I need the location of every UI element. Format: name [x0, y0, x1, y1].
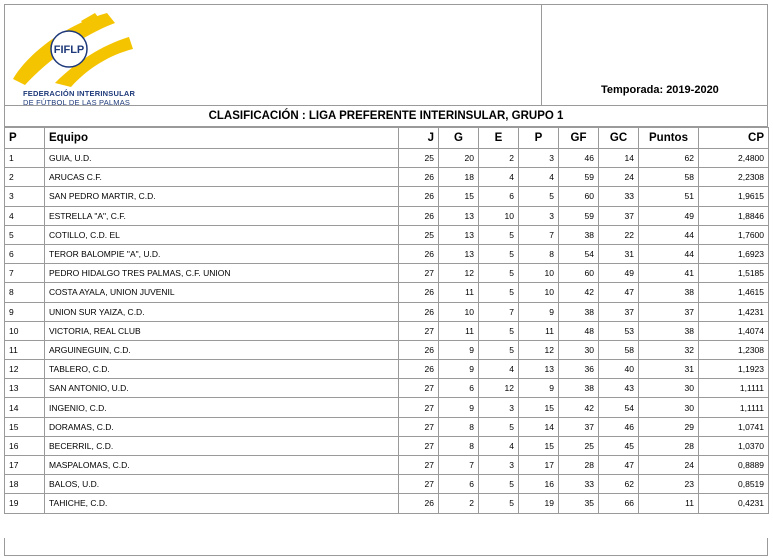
cell-lost: 15 [519, 398, 559, 417]
cell-position: 14 [5, 398, 45, 417]
cell-goals-against: 66 [599, 494, 639, 513]
cell-lost: 13 [519, 360, 559, 379]
cell-goals-against: 53 [599, 321, 639, 340]
cell-team: INGENIO, C.D. [45, 398, 399, 417]
cell-drawn: 4 [479, 436, 519, 455]
table-row [5, 360, 769, 379]
column-header-team: Equipo [45, 128, 399, 149]
cell-lost: 9 [519, 379, 559, 398]
cell-won: 7 [439, 456, 479, 475]
cell-coefficient: 2,4800 [699, 149, 769, 168]
cell-team: ARUCAS C.F. [45, 168, 399, 187]
column-header-played: J [399, 128, 439, 149]
cell-goals-for: 36 [559, 360, 599, 379]
cell-position: 16 [5, 436, 45, 455]
logo-monogram: FIFLP [53, 44, 85, 56]
cell-coefficient: 0,4231 [699, 494, 769, 513]
cell-coefficient: 1,4615 [699, 283, 769, 302]
cell-position: 4 [5, 206, 45, 225]
cell-points: 37 [639, 302, 699, 321]
cell-points: 49 [639, 206, 699, 225]
logo-line-2: DE FÚTBOL DE LAS PALMAS [23, 98, 131, 107]
cell-drawn: 5 [479, 225, 519, 244]
cell-goals-against: 14 [599, 149, 639, 168]
cell-goals-for: 54 [559, 244, 599, 263]
cell-lost: 11 [519, 321, 559, 340]
cell-points: 30 [639, 398, 699, 417]
table-row [5, 321, 769, 340]
cell-lost: 7 [519, 225, 559, 244]
column-header-position: P [5, 128, 45, 149]
table-row [5, 379, 769, 398]
logo-emblem-icon [11, 9, 141, 89]
cell-played: 25 [399, 225, 439, 244]
cell-team: BALOS, U.D. [45, 475, 399, 494]
cell-lost: 19 [519, 494, 559, 513]
cell-goals-for: 33 [559, 475, 599, 494]
standings-table [4, 127, 769, 514]
cell-team: VICTORIA, REAL CLUB [45, 321, 399, 340]
cell-goals-for: 38 [559, 379, 599, 398]
logo-line-1: FEDERACIÓN INTERINSULAR [23, 89, 136, 98]
cell-drawn: 2 [479, 149, 519, 168]
cell-points: 29 [639, 417, 699, 436]
cell-goals-against: 58 [599, 340, 639, 359]
cell-team: DORAMAS, C.D. [45, 417, 399, 436]
cell-lost: 14 [519, 417, 559, 436]
column-header-won: G [439, 128, 479, 149]
cell-played: 26 [399, 283, 439, 302]
cell-position: 7 [5, 264, 45, 283]
federation-logo [11, 9, 141, 105]
cell-coefficient: 1,6923 [699, 244, 769, 263]
cell-drawn: 4 [479, 360, 519, 379]
cell-points: 38 [639, 283, 699, 302]
cell-goals-for: 42 [559, 283, 599, 302]
cell-goals-for: 60 [559, 187, 599, 206]
cell-played: 27 [399, 417, 439, 436]
cell-position: 13 [5, 379, 45, 398]
cell-played: 27 [399, 475, 439, 494]
cell-points: 44 [639, 244, 699, 263]
column-header-drawn: E [479, 128, 519, 149]
cell-points: 30 [639, 379, 699, 398]
cell-coefficient: 1,4074 [699, 321, 769, 340]
cell-coefficient: 1,1111 [699, 398, 769, 417]
cell-lost: 8 [519, 244, 559, 263]
column-header-goals-for: GF [559, 128, 599, 149]
cell-position: 9 [5, 302, 45, 321]
cell-coefficient: 1,9615 [699, 187, 769, 206]
cell-played: 26 [399, 360, 439, 379]
cell-goals-against: 33 [599, 187, 639, 206]
cell-position: 10 [5, 321, 45, 340]
table-row [5, 436, 769, 455]
cell-points: 31 [639, 360, 699, 379]
column-header-coefficient: CP [699, 128, 769, 149]
cell-goals-for: 60 [559, 264, 599, 283]
cell-points: 51 [639, 187, 699, 206]
cell-won: 13 [439, 244, 479, 263]
cell-coefficient: 1,4231 [699, 302, 769, 321]
cell-won: 9 [439, 340, 479, 359]
cell-position: 18 [5, 475, 45, 494]
cell-drawn: 7 [479, 302, 519, 321]
table-row [5, 168, 769, 187]
cell-won: 11 [439, 283, 479, 302]
cell-goals-against: 47 [599, 283, 639, 302]
table-row [5, 225, 769, 244]
table-row [5, 302, 769, 321]
cell-lost: 9 [519, 302, 559, 321]
cell-coefficient: 1,0370 [699, 436, 769, 455]
cell-won: 8 [439, 417, 479, 436]
cell-goals-against: 22 [599, 225, 639, 244]
cell-lost: 3 [519, 206, 559, 225]
cell-team: TAHICHE, C.D. [45, 494, 399, 513]
cell-won: 2 [439, 494, 479, 513]
cell-points: 41 [639, 264, 699, 283]
column-header-points: Puntos [639, 128, 699, 149]
cell-points: 23 [639, 475, 699, 494]
cell-coefficient: 1,1111 [699, 379, 769, 398]
column-header-goals-against: GC [599, 128, 639, 149]
cell-won: 10 [439, 302, 479, 321]
cell-drawn: 5 [479, 264, 519, 283]
cell-position: 6 [5, 244, 45, 263]
table-row [5, 417, 769, 436]
cell-position: 8 [5, 283, 45, 302]
cell-points: 24 [639, 456, 699, 475]
table-row [5, 475, 769, 494]
table-row [5, 283, 769, 302]
cell-goals-for: 48 [559, 321, 599, 340]
cell-goals-for: 42 [559, 398, 599, 417]
cell-drawn: 12 [479, 379, 519, 398]
cell-goals-against: 62 [599, 475, 639, 494]
cell-drawn: 4 [479, 168, 519, 187]
cell-lost: 3 [519, 149, 559, 168]
cell-lost: 10 [519, 283, 559, 302]
cell-goals-against: 37 [599, 206, 639, 225]
cell-played: 26 [399, 244, 439, 263]
table-row [5, 244, 769, 263]
cell-team: MASPALOMAS, C.D. [45, 456, 399, 475]
cell-drawn: 3 [479, 456, 519, 475]
cell-goals-for: 46 [559, 149, 599, 168]
cell-team: PEDRO HIDALGO TRES PALMAS, C.F. UNION [45, 264, 399, 283]
table-row [5, 206, 769, 225]
classification-title: CLASIFICACIÓN : LIGA PREFERENTE INTERINSULAR, GRUPO 1 [4, 106, 768, 127]
cell-goals-for: 30 [559, 340, 599, 359]
cell-lost: 17 [519, 456, 559, 475]
cell-team: COSTA AYALA, UNION JUVENIL [45, 283, 399, 302]
cell-played: 27 [399, 456, 439, 475]
cell-won: 9 [439, 398, 479, 417]
cell-drawn: 5 [479, 321, 519, 340]
header-divider [541, 5, 542, 105]
cell-drawn: 5 [479, 417, 519, 436]
cell-goals-against: 40 [599, 360, 639, 379]
cell-drawn: 5 [479, 494, 519, 513]
table-row [5, 340, 769, 359]
cell-team: TABLERO, C.D. [45, 360, 399, 379]
cell-played: 27 [399, 436, 439, 455]
cell-goals-against: 46 [599, 417, 639, 436]
cell-points: 11 [639, 494, 699, 513]
cell-team: BECERRIL, C.D. [45, 436, 399, 455]
season-label: Temporada: 2019-2020 [601, 84, 719, 96]
cell-lost: 10 [519, 264, 559, 283]
cell-position: 15 [5, 417, 45, 436]
cell-goals-against: 49 [599, 264, 639, 283]
cell-goals-against: 43 [599, 379, 639, 398]
cell-coefficient: 0,8889 [699, 456, 769, 475]
cell-team: TEROR BALOMPIE "A", U.D. [45, 244, 399, 263]
cell-team: COTILLO, C.D. EL [45, 225, 399, 244]
table-row [5, 187, 769, 206]
cell-coefficient: 1,5185 [699, 264, 769, 283]
cell-played: 26 [399, 340, 439, 359]
table-row [5, 456, 769, 475]
cell-coefficient: 1,1923 [699, 360, 769, 379]
cell-position: 11 [5, 340, 45, 359]
cell-played: 27 [399, 264, 439, 283]
cell-goals-against: 47 [599, 456, 639, 475]
cell-team: GUIA, U.D. [45, 149, 399, 168]
cell-won: 13 [439, 206, 479, 225]
cell-team: ARGUINEGUIN, C.D. [45, 340, 399, 359]
cell-goals-against: 45 [599, 436, 639, 455]
cell-points: 32 [639, 340, 699, 359]
cell-won: 8 [439, 436, 479, 455]
table-footer [4, 538, 768, 556]
cell-won: 11 [439, 321, 479, 340]
cell-coefficient: 1,2308 [699, 340, 769, 359]
cell-won: 9 [439, 360, 479, 379]
cell-won: 13 [439, 225, 479, 244]
cell-points: 38 [639, 321, 699, 340]
column-header-lost: P [519, 128, 559, 149]
cell-goals-for: 37 [559, 417, 599, 436]
cell-points: 28 [639, 436, 699, 455]
cell-position: 17 [5, 456, 45, 475]
table-row [5, 264, 769, 283]
cell-goals-for: 38 [559, 225, 599, 244]
cell-drawn: 3 [479, 398, 519, 417]
cell-goals-for: 59 [559, 168, 599, 187]
cell-coefficient: 1,0741 [699, 417, 769, 436]
cell-position: 2 [5, 168, 45, 187]
cell-played: 26 [399, 302, 439, 321]
cell-played: 27 [399, 321, 439, 340]
table-row [5, 494, 769, 513]
table-row [5, 398, 769, 417]
cell-won: 12 [439, 264, 479, 283]
cell-won: 20 [439, 149, 479, 168]
cell-position: 5 [5, 225, 45, 244]
cell-drawn: 5 [479, 340, 519, 359]
cell-drawn: 10 [479, 206, 519, 225]
cell-lost: 12 [519, 340, 559, 359]
cell-goals-for: 35 [559, 494, 599, 513]
cell-lost: 16 [519, 475, 559, 494]
cell-position: 12 [5, 360, 45, 379]
cell-coefficient: 1,7600 [699, 225, 769, 244]
cell-won: 6 [439, 379, 479, 398]
cell-goals-against: 37 [599, 302, 639, 321]
cell-played: 26 [399, 187, 439, 206]
cell-lost: 15 [519, 436, 559, 455]
cell-goals-against: 31 [599, 244, 639, 263]
cell-team: SAN PEDRO MARTIR, C.D. [45, 187, 399, 206]
cell-points: 62 [639, 149, 699, 168]
cell-position: 19 [5, 494, 45, 513]
cell-goals-for: 25 [559, 436, 599, 455]
table-row [5, 149, 769, 168]
cell-lost: 5 [519, 187, 559, 206]
cell-won: 6 [439, 475, 479, 494]
cell-coefficient: 2,2308 [699, 168, 769, 187]
cell-coefficient: 0,8519 [699, 475, 769, 494]
cell-goals-for: 38 [559, 302, 599, 321]
cell-team: SAN ANTONIO, U.D. [45, 379, 399, 398]
cell-lost: 4 [519, 168, 559, 187]
cell-drawn: 5 [479, 244, 519, 263]
document-header [4, 4, 768, 106]
cell-goals-against: 54 [599, 398, 639, 417]
cell-won: 15 [439, 187, 479, 206]
cell-goals-against: 24 [599, 168, 639, 187]
cell-position: 3 [5, 187, 45, 206]
cell-team: ESTRELLA "A", C.F. [45, 206, 399, 225]
cell-played: 26 [399, 168, 439, 187]
cell-played: 26 [399, 206, 439, 225]
cell-team: UNION SUR YAIZA, C.D. [45, 302, 399, 321]
cell-played: 27 [399, 379, 439, 398]
cell-played: 26 [399, 494, 439, 513]
cell-won: 18 [439, 168, 479, 187]
cell-played: 25 [399, 149, 439, 168]
cell-played: 27 [399, 398, 439, 417]
cell-drawn: 5 [479, 283, 519, 302]
cell-goals-for: 28 [559, 456, 599, 475]
cell-position: 1 [5, 149, 45, 168]
table-header-row [5, 128, 769, 149]
cell-drawn: 6 [479, 187, 519, 206]
cell-points: 44 [639, 225, 699, 244]
cell-drawn: 5 [479, 475, 519, 494]
cell-points: 58 [639, 168, 699, 187]
cell-goals-for: 59 [559, 206, 599, 225]
cell-coefficient: 1,8846 [699, 206, 769, 225]
